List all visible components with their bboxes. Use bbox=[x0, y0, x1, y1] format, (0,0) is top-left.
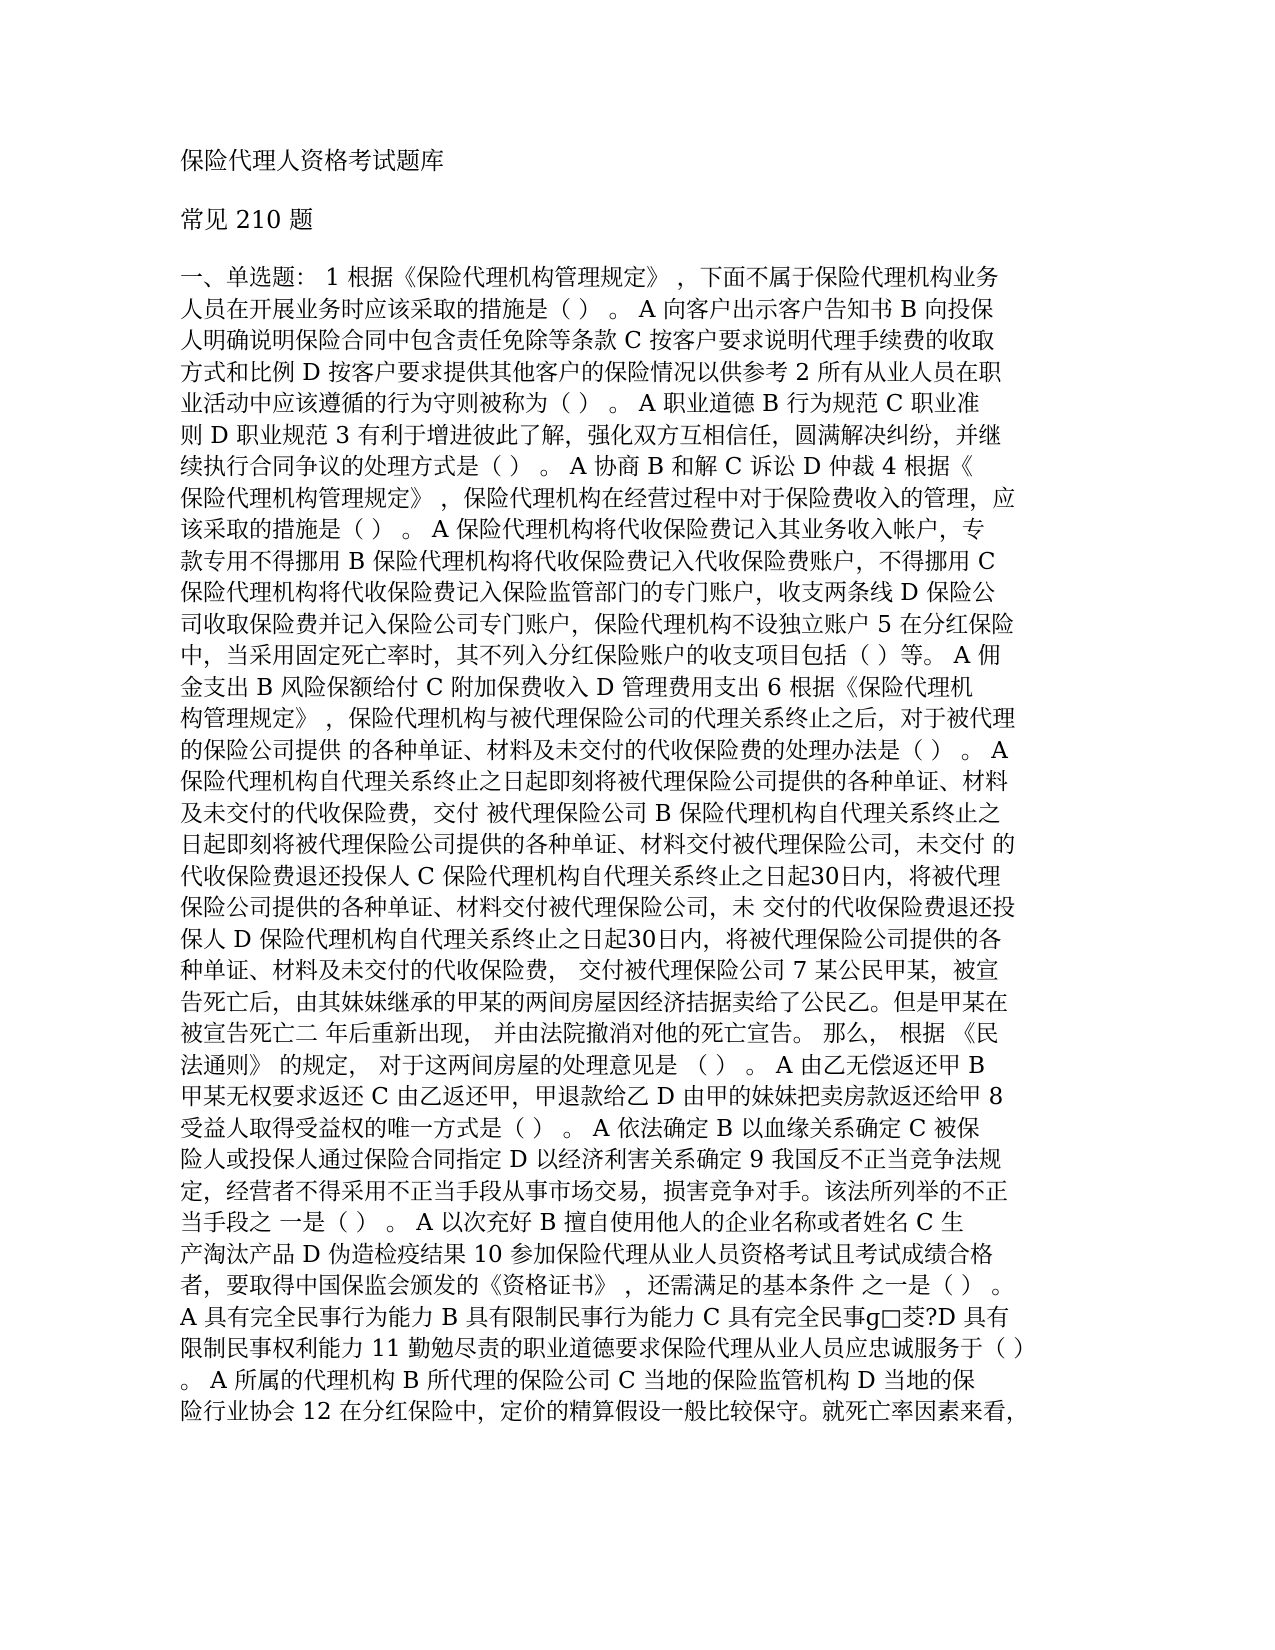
document-title: 保险代理人资格考试题库 bbox=[180, 147, 444, 175]
body-text-line: 保险代理机构管理规定》 ，保险代理机构在经营过程中对于保险费收入的管理，应 bbox=[180, 485, 1016, 512]
body-text-line: 定，经营者不得采用不正当手段从事市场交易，损害竞争对手。该法所列举的不正 bbox=[180, 1178, 1008, 1205]
body-text-line: 当手段之 一是（ ） 。 A 以次充好 B 擅自使用他人的企业名称或者姓名 C 生 bbox=[180, 1210, 964, 1236]
body-text-line: 款专用不得挪用 B 保险代理机构将代收保险费记入代收保险费账户，不得挪用 C bbox=[180, 548, 996, 575]
document-body bbox=[180, 263, 1060, 1429]
body-text-line: 种单证、材料及未交付的代收保险费， 交付被代理保险公司 7 某公民甲某，被宣 bbox=[180, 958, 999, 984]
body-text-line: 。 A 所属的代理机构 B 所代理的保险公司 C 当地的保险监管机构 D 当地的保 bbox=[180, 1367, 976, 1394]
body-text-line: 及未交付的代收保险费，交付 被代理保险公司 B 保险代理机构自代理关系终止之 bbox=[180, 800, 1001, 827]
body-text-line: 日起即刻将被代理保险公司提供的各种单证、材料交付被代理保险公司，未交付 的 bbox=[180, 832, 1016, 858]
body-text-line: 保人 D 保险代理机构自代理关系终止之日起30日内，将被代理保险公司提供的各 bbox=[180, 926, 1002, 953]
body-text-line: 司收取保险费并记入保险公司专门账户，保险代理机构不设独立账户 5 在分红保险 bbox=[180, 611, 1015, 638]
body-text-line: 保险代理机构自代理关系终止之日起即刻将被代理保险公司提供的各种单证、材料 bbox=[180, 769, 1008, 795]
body-text-line: 中，当采用固定死亡率时，其不列入分红保险账户的收支项目包括（ ）等。 A 佣 bbox=[180, 643, 1001, 669]
body-text-line: 保险公司提供的各种单证、材料交付被代理保险公司，未 交付的代收保险费退还投 bbox=[180, 895, 1016, 921]
body-text-line: 则 D 职业规范 3 有利于增进彼此了解，强化双方互相信任，圆满解决纠纷，并继 bbox=[180, 422, 1002, 449]
body-text-line: 一、单选题： 1 根据《保险代理机构管理规定》 ，下面不属于保险代理机构业务 bbox=[180, 265, 999, 291]
document-subtitle: 常见 210 题 bbox=[180, 206, 314, 234]
body-text-line: 法通则》 的规定， 对于这两间房屋的处理意见是 （ ） 。 A 由乙无偿返还甲 B bbox=[180, 1052, 985, 1079]
body-text-line: 续执行合同争议的处理方式是（ ） 。 A 协商 B 和解 C 诉讼 D 仲裁 4 根据《 bbox=[180, 454, 973, 480]
body-text-line: 险行业协会 12 在分红保险中，定价的精算假设一般比较保守。就死亡率因素来看， bbox=[180, 1399, 1029, 1425]
body-text-line: 产淘汰产品 D 伪造检疫结果 10 参加保险代理从业人员资格考试且考试成绩合格 bbox=[180, 1241, 993, 1268]
body-text-line: 业活动中应该遵循的行为守则被称为（ ） 。 A 职业道德 B 行为规范 C 职业准 bbox=[180, 391, 980, 417]
body-text-line: 该采取的措施是（ ） 。 A 保险代理机构将代收保险费记入其业务收入帐户，专 bbox=[180, 517, 985, 543]
body-text-line: 方式和比例 D 按客户要求提供其他客户的保险情况以供参考 2 所有从业人员在职 bbox=[180, 359, 1002, 386]
body-text-line: 人员在开展业务时应该采取的措施是（ ） 。 A 向客户出示客户告知书 B 向投保 bbox=[180, 296, 994, 323]
body-text-line: 甲某无权要求返还 C 由乙返还甲，甲退款给乙 D 由甲的妹妹把卖房款返还给甲 8 bbox=[180, 1084, 1004, 1110]
body-text-line: 险人或投保人通过保险合同指定 D 以经济利害关系确定 9 我国反不正当竞争法规 bbox=[180, 1147, 1002, 1173]
body-text-line: 告死亡后，由其妹妹继承的甲某的两间房屋因经济拮据卖给了公民乙。但是甲某在 bbox=[180, 989, 1008, 1016]
body-text-line: 限制民事权利能力 11 勤勉尽责的职业道德要求保险代理从业人员应忠诚服务于（ ） bbox=[180, 1336, 1037, 1362]
body-text-line: 金支出 B 风险保额给付 C 附加保费收入 D 管理费用支出 6 根据《保险代理机 bbox=[180, 674, 974, 701]
body-text-line: 人明确说明保险合同中包含责任免除等条款 C 按客户要求说明代理手续费的收取 bbox=[180, 328, 995, 354]
body-text-line: 构管理规定》 ，保险代理机构与被代理保险公司的代理关系终止之后，对于被代理 bbox=[180, 706, 1016, 732]
body-text-line: 代收保险费退还投保人 C 保险代理机构自代理关系终止之日起30日内，将被代理 bbox=[180, 863, 1001, 890]
body-text-line: 受益人取得受益权的唯一方式是（ ） 。 A 依法确定 B 以血缘关系确定 C 被保 bbox=[180, 1115, 980, 1142]
body-text-line: 者，要取得中国保监会颁发的《资格证书》 ，还需满足的基本条件 之一是（ ） 。 bbox=[180, 1273, 1015, 1299]
body-text-line: 保险代理机构将代收保险费记入保险监管部门的专门账户，收支两条线 D 保险公 bbox=[180, 580, 996, 606]
body-text-line: 的保险公司提供 的各种单证、材料及未交付的代收保险费的处理办法是（ ） 。 A bbox=[180, 737, 1008, 764]
body-text-line: A 具有完全民事行为能力 B 具有限制民事行为能力 C 具有完全民事ɡ□茭?D 具有 bbox=[180, 1304, 1010, 1331]
body-text-line: 被宣告死亡二 年后重新出现， 并由法院撤消对他的死亡宣告。 那么， 根据 《民 bbox=[180, 1021, 999, 1047]
